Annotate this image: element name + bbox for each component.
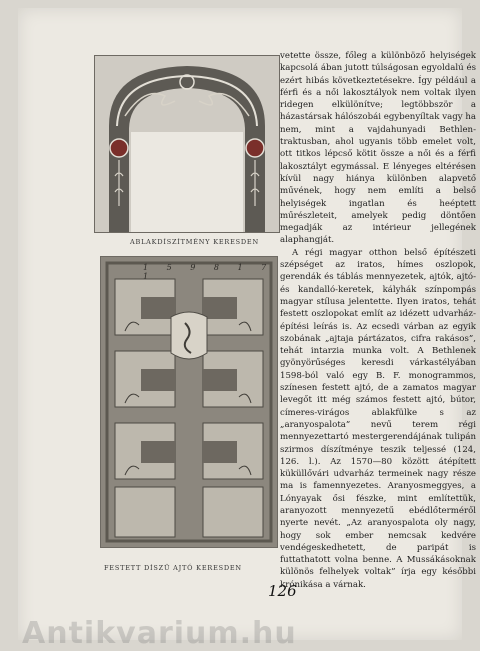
book-page bbox=[18, 8, 476, 640]
door-date-inscription: 1 5 9 8 1 7 1 bbox=[143, 263, 275, 281]
watermark: Antikvarium.hu bbox=[22, 616, 297, 651]
paragraph-2: A régi magyar otthon belső építészeti szépséget az iratos, hímes oszlopok, gerendák és táblás mennyezetek, ajtók, ajtó- és kandalló-keretek, kályhák színpompás magyar stílusa jelentette. Ilyen iratos, tehát festett oszlopokat említ az idézett udvarház-építési leírás is. Az ecsedi várban az egyik szobának „ajtaja pártázatos, cifra rakásos”, tehát intarzia munka volt. A Bethlenek gyönyörűséges keresdi várkastélyában 1598-ból való egy B. F. monogrammos, színesen festett ajtó, de a zamatos magyar levegőt itt még számos festett ajtó, bútor, címeres-virágos ablakfülke s az „aranyospalota” nevű terem régi mennyezettartó mestergerendájának tulipán szirmos díszítménye teszik teljessé (124, 126. l.). Az 1570—80 között átépített küküllővári udvarház termeinek nagy része ma is famennyezetes. Aranyosmeggyes, a Lónyayak ősi fészke, mint említettük, aranyozott mennyezetű ebédlőterméről nyerte nevét. „Az aranyospalota oly nagy, hogy sok ember nemcsak kedvére vendégeskedhetett, de paripát is futtathatott volna benne. A Mussákásoknak különös felhelyek voltak” írja egy későbbi krónikása a várnak. bbox=[280, 247, 476, 590]
window-decoration-illustration bbox=[95, 56, 279, 232]
paragraph-1: vetette össze, főleg a különböző helyiségek kapcsolá ában jutott túlságosan egyoldalú és ezért hibás következtetésekre. Így például a férfi és a női lakosztályok nem voltak ilyen ridegen elkülönítve; legtöbbször a házastársak hálószobái egybenyíltak vagy ha nem, mint a vajdahunyadi Bethlen-traktusban, ahol ugyanis több emelet volt, ott titkos lépcső kötit össze a női és a férfi lakosztályt egymással. E lényeges eltérésen kívül nagy hiánya különben alapvető művének, hogy nem említi a belső helyiségek ingatlan és heéptett műrészleteit, amelyek pedig döntően megadják az intérieur jellegének alaphangját. bbox=[280, 51, 476, 246]
painted-door-photo bbox=[100, 256, 278, 548]
top-figure-caption: ABLAKDÍSZÍTMÉNY KERESDEN bbox=[130, 238, 259, 246]
door-figure-caption: FESTETT DÍSZÜ AJTÓ KERESDEN bbox=[104, 564, 242, 572]
window-decoration-photo bbox=[94, 55, 280, 233]
page-number: 126 bbox=[268, 582, 297, 600]
painted-door-illustration bbox=[101, 257, 277, 547]
body-text bbox=[280, 50, 476, 591]
